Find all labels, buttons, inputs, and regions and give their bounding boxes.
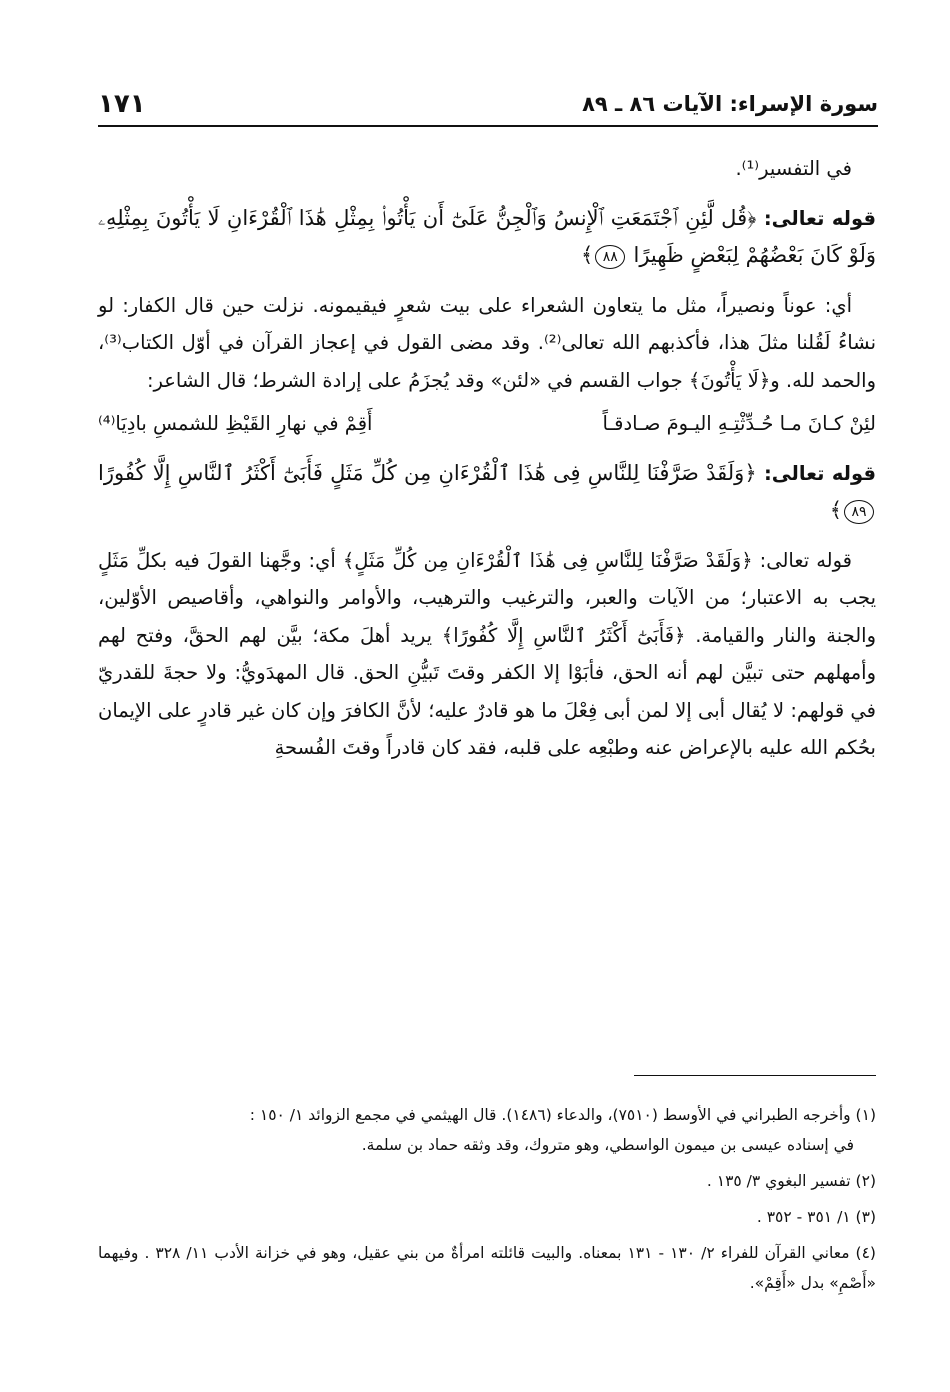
page-number: ١٧١ bbox=[98, 89, 146, 119]
poem-second-hemistich: أَقِمْ في نهارِ القَيْظِ للشمسِ بادِيَا⁽⁴⁾ bbox=[98, 412, 373, 435]
paragraph-3: قوله تعالى: ﴿وَلَقَدْ صَرَّفْنَا لِلنَّاسِ فِى هَٰذَا ٱلْقُرْءَانِ مِن كُلِّ مَثَلٍ﴾ أي: وجَّهنا القولَ فيه بكلِّ مَثَلٍ يجب به الاعتبار؛ من الآيات والعبر، والترغيب والترهيب، والأوامر والنواهي، وأقاصيص الأوّلين، والجنة والنار والقيامة. ﴿فَأَبَىٰٓ أَكْثَرُ ٱلنَّاسِ إِلَّا كُفُورًا﴾ يريد أهلَ مكة؛ بيَّن لهم الحقَّ، وفتح لهم وأمهلهم حتى تبيَّن لهم أنه الحق، فأبَوْا إلا الكفر وقتَ تَبيُّنِ الحق. قال المهدَويُّ: ولا حجةَ للقدريّ في قولهم: لا يُقال أبى إلا لمن أبى فِعْلَ ما هو قادرٌ عليه؛ لأنَّ الكافرَ وإن كان غير قادرٍ على الإيمان بحُكم الله عليه بالإعراض عنه وطبْعِه على قلبه، فقد كان قادراً وقتَ الفُسحةِ bbox=[98, 548, 876, 759]
footnote-2: (٢) تفسير البغوي ٣/ ١٣٥ . bbox=[706, 1172, 876, 1190]
header-rule bbox=[98, 125, 878, 127]
quran-verse-89: ﴿وَلَقَدْ صَرَّفْنَا لِلنَّاسِ فِى هَٰذَا ٱلْقُرْءَانِ مِن كُلِّ مَثَلٍ فَأَبَىٰٓ أَكْثَرُ ٱلنَّاسِ إِلَّا كُفُورًا bbox=[98, 460, 757, 485]
paragraph-2: أي: عوناً ونصيراً، مثل ما يتعاون الشعراء على بيت شعرٍ فيقيمونه. نزلت حين قال الكفار: لو نشاءُ لَقُلنا مثلَ هذا، فأكذبهم الله تعالى⁽²⁾. وقد مضى القول في إعجاز القرآن في أوّل الكتاب⁽³⁾، والحمد لله. و﴿لَا يَأْتُونَ﴾ جواب القسم في «لئن» وقد يُجزَمُ على إرادة الشرط؛ قال الشاعر: bbox=[98, 293, 877, 392]
quran-verse-88: ﴿قُل لَّئِنِ ٱجْتَمَعَتِ ٱلْإِنسُ وَٱلْجِنُّ عَلَىٰٓ أَن يَأْتُوا۟ بِمِثْلِ هَٰذَا ٱلْقُرْءَانِ لَا يَأْتُونَ بِمِثْلِهِۦ وَلَوْ كَانَ بَعْضُهُمْ لِبَعْضٍ ظَهِيرًا bbox=[98, 205, 876, 267]
verse-close-bracket: ﴾ bbox=[829, 498, 842, 522]
footnotes bbox=[98, 1100, 876, 1304]
footnote-4: (٤) معاني القرآن للفراء ٢/ ١٣٠ - ١٣١ بمعناه. والبيت قائلته امرأةٌ من بني عقيل، وهو في خزانة الأدب ١١/ ٣٢٨ . وفيهما «أَصْمِ» بدل «أَقِمْ». bbox=[98, 1244, 876, 1292]
running-title: سورة الإسراء: الآيات ٨٦ ـ ٨٩ bbox=[582, 92, 878, 116]
poem-verse bbox=[98, 405, 876, 443]
verse-88-block bbox=[98, 200, 876, 275]
main-text bbox=[98, 150, 876, 767]
verse-lead: قوله تعالى: bbox=[756, 206, 876, 230]
verse-number-88: ٨٨ bbox=[595, 245, 625, 269]
footnote-1-text: (١) وأخرجه الطبراني في الأوسط (٧٥١٠)، والدعاء (١٤٨٦). قال الهيثمي في مجمع الزوائد ١/ ١٥٠ : bbox=[249, 1106, 876, 1124]
verse-lead: قوله تعالى: bbox=[756, 461, 877, 485]
poem-first-hemistich: لئِنْ كـانَ مـا حُـدِّثْتِـهِ اليـومَ صـادقـاً bbox=[602, 412, 876, 435]
footnote-3: (٣) ١/ ٣٥١ - ٣٥٢ . bbox=[756, 1208, 876, 1226]
footnote-separator bbox=[634, 1075, 876, 1076]
verse-close-bracket: ﴾ bbox=[580, 243, 594, 267]
paragraph-1: في التفسير⁽¹⁾. bbox=[735, 157, 852, 180]
footnote-1 bbox=[98, 1100, 876, 1160]
page-header bbox=[98, 84, 878, 124]
verse-number-89: ٨٩ bbox=[844, 500, 874, 524]
footnote-1-continuation: في إسناده عيسى بن ميمون الواسطي، وهو متروك، وقد وثقه حماد بن سلمة. bbox=[361, 1136, 854, 1154]
verse-89-block bbox=[98, 455, 876, 530]
